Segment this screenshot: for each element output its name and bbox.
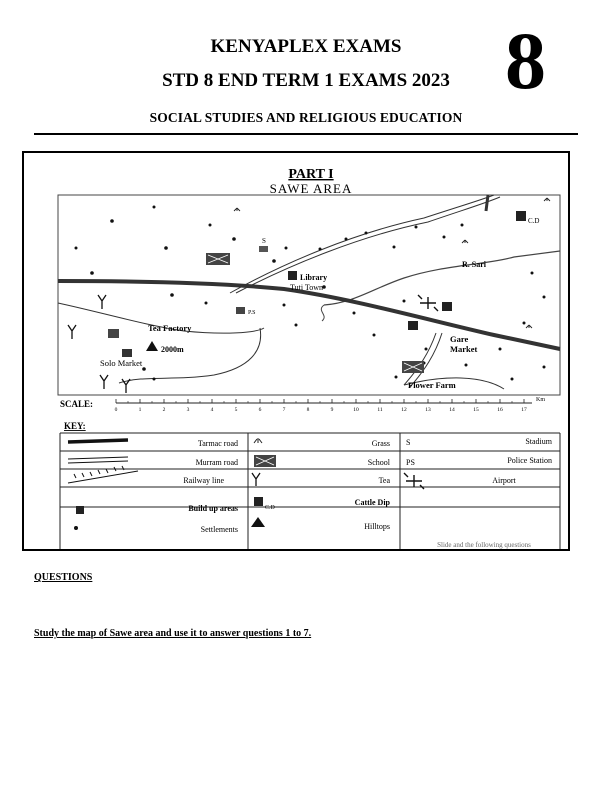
scale-ticks bbox=[115, 399, 527, 413]
police-station-icon bbox=[236, 307, 245, 314]
scale-tick-label: 9 bbox=[330, 407, 334, 413]
library-icon bbox=[288, 271, 297, 280]
key-grass: Grass bbox=[371, 439, 390, 448]
hilltop-icon bbox=[146, 341, 158, 351]
key-stadium: Stadium bbox=[525, 437, 552, 446]
police-station-label: P.S bbox=[248, 310, 256, 316]
flower-farm-label: Flower Farm bbox=[408, 380, 456, 390]
solo-market-icon bbox=[122, 349, 132, 357]
market-label: Market bbox=[450, 344, 478, 354]
key-murram-road: Murram road bbox=[195, 458, 238, 467]
river-sari bbox=[324, 251, 560, 305]
key-tea: Tea bbox=[378, 476, 390, 485]
scale-tick-label: 12 bbox=[401, 407, 407, 413]
scale-unit: Km bbox=[536, 397, 545, 403]
key-hilltop-symbol bbox=[251, 517, 265, 527]
scale-tick-label: 17 bbox=[521, 407, 527, 413]
key-stadium-symbol: S bbox=[406, 438, 411, 447]
key-airport: Airport bbox=[492, 476, 516, 485]
key-school: School bbox=[367, 458, 390, 467]
scale-tick-label: 8 bbox=[306, 407, 310, 413]
cattle-dip-icon bbox=[516, 211, 526, 221]
hilltop-height-label: 2000m bbox=[161, 345, 184, 354]
scale-tick-label: 4 bbox=[210, 407, 214, 413]
scale-tick-label: 10 bbox=[353, 407, 359, 413]
sawe-area-map bbox=[24, 153, 568, 549]
stadium-letter: S bbox=[262, 237, 266, 245]
tea-icons bbox=[68, 295, 130, 393]
cattle-dip-label: C.D bbox=[528, 217, 540, 225]
key-grass-symbol bbox=[254, 438, 262, 443]
scale-tick-label: 16 bbox=[497, 407, 503, 413]
tea-factory-icon bbox=[108, 329, 119, 338]
river-sari-source bbox=[321, 305, 324, 321]
river-sari-label: R. Sari bbox=[462, 260, 486, 269]
library-label: Library bbox=[300, 273, 328, 282]
scale-tick-label: 7 bbox=[282, 407, 286, 413]
built-up-area-icon bbox=[442, 302, 452, 311]
tarmac-road-north bbox=[486, 195, 488, 211]
header-divider bbox=[34, 133, 578, 135]
grade-number: 8 bbox=[505, 15, 546, 106]
gare-label: Gare bbox=[450, 334, 469, 344]
scale-label: SCALE: bbox=[60, 399, 94, 409]
questions-instruction: Study the map of Sawe area and use it to answer questions 1 to 7. bbox=[34, 628, 312, 639]
key-murram-road-symbol bbox=[68, 457, 128, 463]
key-build-up-areas: Build up areas bbox=[188, 504, 238, 513]
key-title: KEY: bbox=[64, 421, 86, 431]
built-up-area-icon-gare bbox=[408, 321, 418, 330]
tea-factory-label: Tea Factory bbox=[148, 323, 192, 333]
subject-title: SOCIAL STUDIES AND RELIGIOUS EDUCATION bbox=[149, 110, 463, 125]
key-settlement-symbol bbox=[74, 526, 78, 530]
key-hilltops: Hilltops bbox=[364, 522, 390, 531]
questions-heading: QUESTIONS bbox=[34, 572, 93, 583]
map-figure bbox=[22, 151, 570, 551]
key-police-station-symbol: PS bbox=[406, 458, 415, 467]
scale-tick-label: 5 bbox=[234, 407, 238, 413]
scale-tick-label: 0 bbox=[114, 407, 118, 413]
key-settlements: Settlements bbox=[200, 525, 238, 534]
key-tea-symbol bbox=[252, 473, 260, 486]
key-police-station: Police Station bbox=[507, 456, 552, 465]
tuti-town-label: Tuti Town bbox=[290, 283, 324, 292]
scale-tick-label: 13 bbox=[425, 407, 431, 413]
key-tarmac-road: Tarmac road bbox=[197, 439, 238, 448]
map-part-label: PART I bbox=[288, 167, 334, 182]
key-cut-off-text: Slide and the following questions bbox=[437, 541, 531, 549]
exam-title: STD 8 END TERM 1 EXAMS 2023 bbox=[162, 70, 450, 91]
solo-market-label: Solo Market bbox=[100, 358, 143, 368]
stadium-icon bbox=[259, 246, 268, 252]
key-tarmac-road-symbol bbox=[68, 440, 128, 442]
scale-tick-label: 3 bbox=[186, 407, 190, 413]
key-build-up-symbol bbox=[76, 506, 84, 514]
exam-provider-title: KENYAPLEX EXAMS bbox=[210, 36, 402, 57]
map-title: SAWE AREA bbox=[269, 181, 353, 196]
scale-tick-label: 15 bbox=[473, 407, 479, 413]
airport-icon bbox=[418, 295, 438, 311]
scale-tick-label: 14 bbox=[449, 407, 455, 413]
key-cattle-dip-symbol bbox=[254, 497, 263, 506]
key-cattle-dip: Cattle Dip bbox=[354, 498, 390, 507]
key-grid bbox=[60, 433, 560, 549]
scale-tick-label: 11 bbox=[377, 407, 383, 413]
scale-tick-label: 1 bbox=[138, 407, 142, 413]
key-railway-line: Railway line bbox=[183, 476, 224, 485]
scale-tick-label: 2 bbox=[162, 407, 166, 413]
scale-tick-label: 6 bbox=[258, 407, 262, 413]
key-cattle-dip-symbol-label: C.D bbox=[265, 505, 275, 511]
